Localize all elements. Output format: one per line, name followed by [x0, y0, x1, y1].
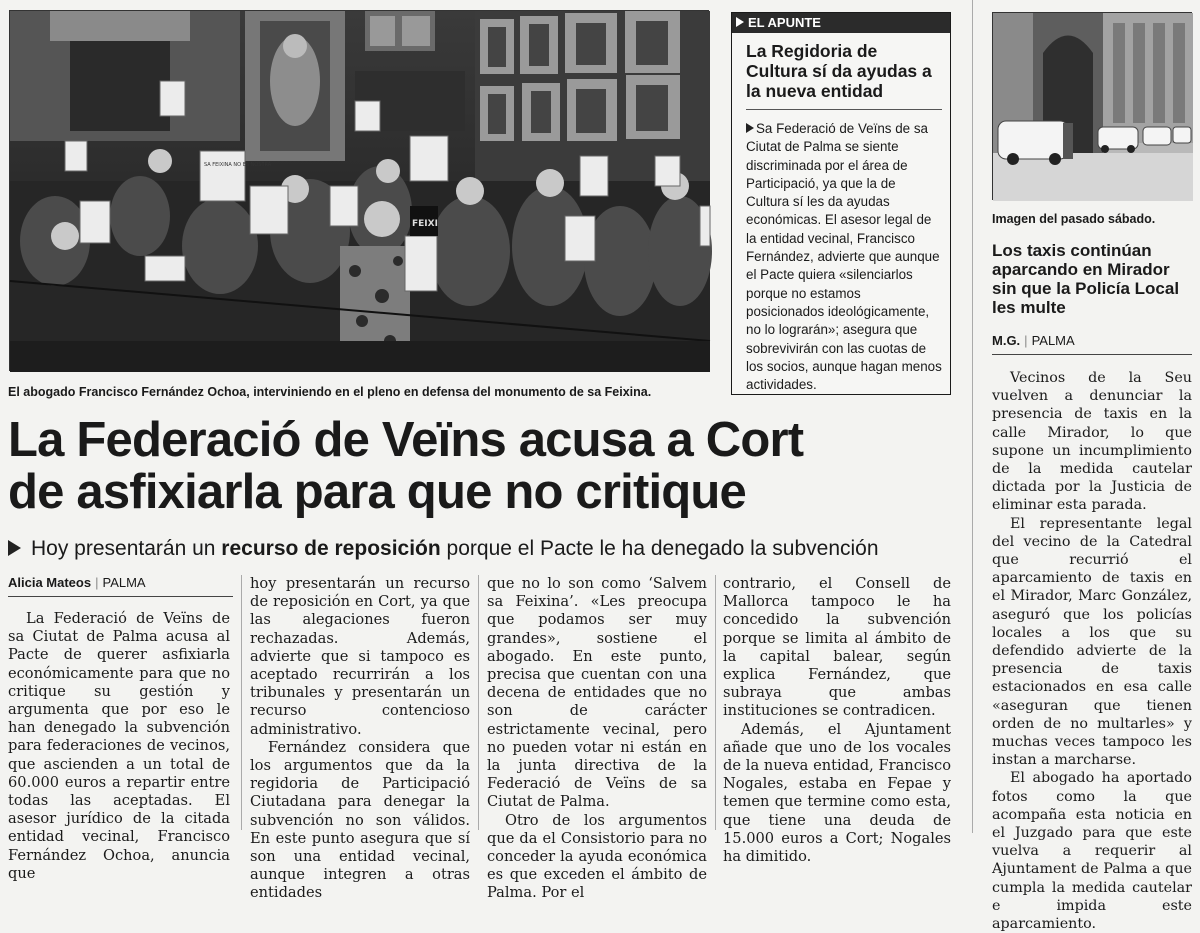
right-story-body [992, 369, 1192, 933]
column-divider [715, 575, 716, 830]
taxi-photo-caption: Imagen del pasado sábado. [992, 212, 1156, 226]
column-divider [478, 575, 479, 830]
right-byline-rule [992, 354, 1192, 355]
right-byline: M.G. | PALMA [992, 333, 1075, 348]
arrow-icon [736, 17, 744, 27]
taxi-photo [992, 12, 1192, 200]
el-apunte-title: La Regidoria de Cultura sí da ayudas a la nueva entidad [746, 41, 932, 101]
main-photo [9, 10, 709, 371]
main-photo-caption: El abogado Francisco Fernández Ochoa, interviniendo en el pleno en defensa del monumento de sa Feixina. [8, 385, 652, 399]
paragraph: que no lo son como ‘Salvem sa Feixina’. «Les preocupa que podamos ser muy grandes», sostiene el abogado. En este punto, precisa que cuentan con una decena de entidades que no son de carácter estrictamente vecinal, pero no pueden votar ni están en la junta directiva de la Federació de Veïns de sa Ciutat de Palma. [487, 575, 707, 811]
paragraph: hoy presentarán un recurso de reposición en Cort, ya que las alegaciones fueron rechazadas. Además, advierte que si tampoco es aceptado recurrirán a los tribunales y presentarán un recurso contencioso administrativo. [250, 575, 470, 738]
column-divider [972, 0, 973, 833]
article-column-1 [8, 610, 230, 883]
article-column-2 [250, 575, 470, 903]
right-story-title: Los taxis continúan aparcando en Mirador sin que la Policía Local les multe [992, 241, 1180, 317]
paragraph: La Federació de Veïns de sa Ciutat de Palma acusa al Pacte de querer asfixiarla económicamente para que no critique su gestión y argumenta que por eso le han denegado la subvención para federaciones de vecinos, que ascienden a un total de 60.000 euros a repartir entre todas las aceptadas. El asesor jurídico de la citada entidad vecinal, Francisco Fernández Ochoa, anuncia que [8, 610, 230, 882]
article-column-4 [723, 575, 951, 866]
paragraph: Vecinos de la Seu vuelven a denunciar la presencia de taxis en la calle Mirador, lo que supone un incumplimiento de la medida cautelar dictada por la Justicia de eliminar esta parada. [992, 370, 1192, 514]
byline: Alicia Mateos | PALMA [8, 575, 146, 590]
plenary-scene-illustration [10, 11, 710, 372]
paragraph: contrario, el Consell de Mallorca tampoco le ha concedido la subvención porque se limita al ámbito de la capital balear, según explica Fernández, que subraya que ambas instituciones se contradicen. [723, 575, 951, 720]
headline: La Federació de Veïns acusa a Cort de asfixiarla para que no critique [8, 413, 804, 519]
el-apunte-box [731, 12, 951, 395]
byline-rule [8, 596, 233, 597]
subheadline: Hoy presentarán un recurso de reposición porque el Pacte le ha denegado la subvención [8, 536, 968, 562]
el-apunte-body: Sa Federació de Veïns de sa Ciutat de Palma se siente discriminada por el área de Participació, ya que la de Cultura sí les da ayudas económicas. El asesor legal de la entidad vecinal, Francisco Fernández, advierte que aunque el Pacte quiera «silenciarlos porque no estamos posicionados ideológicamente, no lo lograrán»; asegura que sobrevivirán con las cuotas de los socios, aunque hagan menos actividades. [746, 121, 942, 393]
arrow-icon [746, 123, 754, 133]
cathedral-taxis-illustration [993, 13, 1193, 201]
divider [746, 109, 942, 110]
paragraph: El abogado ha aportado fotos como la que acompaña esta noticia en el Juzgado para que este vuelva a requerir al Ajuntament de Palma a que cumpla la medida cautelar e impida este aparcamiento. [992, 770, 1192, 933]
paragraph: El representante legal del vecino de la Catedral que recurrió el aparcamiento de taxis en el Mirador, Marc González, aseguró que los policías locales a los que su defendido advierte de la presencia de taxis estacionados en esa calle «aseguran que tienen orden de no multarles» y muchas veces tampoco les instan a marcharse. [992, 515, 1192, 769]
column-divider [241, 575, 242, 830]
paragraph: Fernández considera que los argumentos que da la regidoria de Participació Ciutadana para denegar la subvención no son válidos. En este punto asegura que sí son una entidad vecinal, aunque integren a otras entidades [250, 738, 470, 902]
article-column-3 [487, 575, 707, 903]
placard-text: SA FEIXINA NO ES NOSTRA [204, 162, 272, 168]
paragraph: Además, el Ajuntament añade que uno de los vocales de la nueva entidad, Francisco Nogales, estaba en Fepae y temen que termine como esta, que tiene una deuda de 15.000 euros a Cort; Nogales ha dimitido. [723, 720, 951, 866]
el-apunte-tag: EL APUNTE [732, 13, 950, 33]
banner-text: FEIXI [412, 219, 438, 229]
arrow-icon [8, 540, 21, 556]
paragraph: Otro de los argumentos que da el Consistorio para no conceder la ayuda económica es que exceden el ámbito de Palma. Por el [487, 811, 707, 902]
